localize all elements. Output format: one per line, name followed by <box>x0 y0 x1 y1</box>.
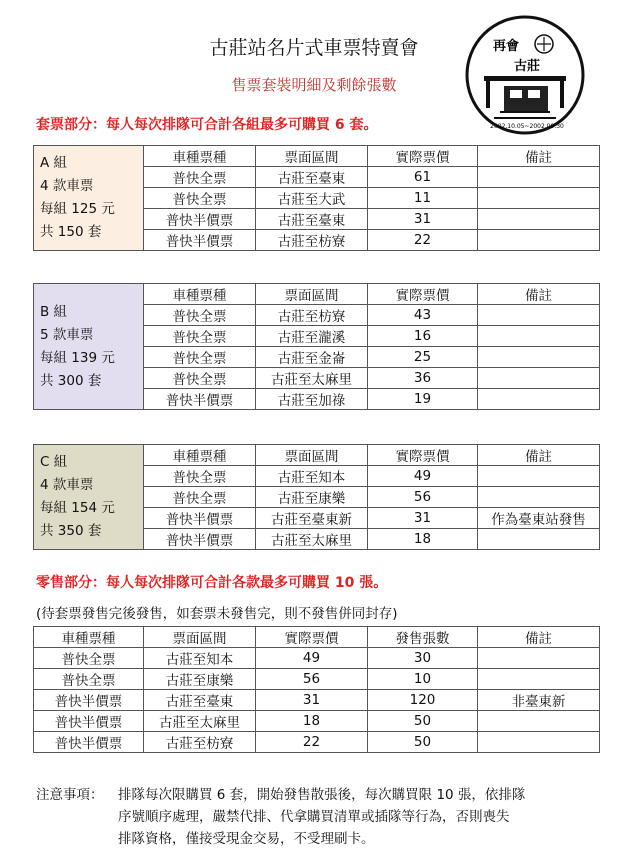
ticket-remark <box>478 466 600 487</box>
group-a-qty: 共 150 套 <box>40 224 102 240</box>
column-header: 車種票種 <box>144 445 256 466</box>
ticket-type: 普快全票 <box>144 188 256 209</box>
ticket-price: 36 <box>368 368 478 389</box>
ticket-remark <box>478 529 600 550</box>
table-row <box>34 732 600 753</box>
ticket-remark <box>478 230 600 251</box>
column-header: 票面區間 <box>256 284 368 305</box>
column-header: 票面區間 <box>256 445 368 466</box>
ticket-quantity: 50 <box>368 732 478 753</box>
group-b-price: 每組 139 元 <box>40 349 115 366</box>
footer-line: 序號順序處理，嚴禁代排、代拿購買清單或插隊等行為，否則喪失 <box>118 809 510 825</box>
ticket-price: 56 <box>368 487 478 508</box>
ticket-type: 普快半價票 <box>34 690 144 711</box>
ticket-quantity: 120 <box>368 690 478 711</box>
ticket-remark <box>478 209 600 230</box>
ticket-route: 古莊至太麻里 <box>144 711 256 732</box>
ticket-route: 古莊至知本 <box>256 466 368 487</box>
ticket-remark <box>478 487 600 508</box>
ticket-route: 古莊至枋寮 <box>256 305 368 326</box>
ticket-quantity: 30 <box>368 648 478 669</box>
ticket-quantity: 50 <box>368 711 478 732</box>
group-a-table <box>33 145 600 251</box>
column-header: 車種票種 <box>144 284 256 305</box>
ticket-route: 古莊至康樂 <box>256 487 368 508</box>
group-c-price: 每組 154 元 <box>40 500 115 516</box>
ticket-remark <box>478 347 600 368</box>
ticket-price: 18 <box>256 711 368 732</box>
group-a-name: A 組 <box>40 155 68 171</box>
ticket-type: 普快全票 <box>144 466 256 487</box>
ticket-price: 22 <box>256 732 368 753</box>
ticket-remark <box>478 711 600 732</box>
column-header: 備註 <box>478 284 600 305</box>
group-c-name: C 組 <box>40 454 68 470</box>
stamp-date-text: 2002.10.05~2002.09.30 <box>490 123 564 130</box>
ticket-type: 普快半價票 <box>34 732 144 753</box>
ticket-remark: 非臺東新 <box>478 690 600 711</box>
ticket-type: 普快全票 <box>34 669 144 690</box>
ticket-price: 18 <box>368 529 478 550</box>
ticket-route: 古莊至大武 <box>256 188 368 209</box>
ticket-price: 19 <box>368 389 478 410</box>
column-header: 票面區間 <box>256 146 368 167</box>
ticket-remark <box>478 389 600 410</box>
ticket-route: 古莊至知本 <box>144 648 256 669</box>
ticket-type: 普快半價票 <box>144 230 256 251</box>
ticket-remark <box>478 648 600 669</box>
ticket-route: 古莊至枋寮 <box>144 732 256 753</box>
ticket-price: 11 <box>368 188 478 209</box>
column-header: 發售張數 <box>368 627 478 648</box>
column-header: 備註 <box>478 445 600 466</box>
ticket-remark <box>478 188 600 209</box>
column-header: 實際票價 <box>368 284 478 305</box>
table-row <box>34 690 600 711</box>
ticket-remark <box>478 305 600 326</box>
group-a-info <box>34 146 144 251</box>
ticket-type: 普快半價票 <box>144 529 256 550</box>
set-section-heading: 套票部分：每人每次排隊可合計各組最多可購買 6 套。 <box>36 117 378 133</box>
ticket-remark <box>478 368 600 389</box>
ticket-route: 古莊至太麻里 <box>256 529 368 550</box>
group-a-price: 每組 125 元 <box>40 201 115 217</box>
column-header: 實際票價 <box>256 627 368 648</box>
group-c-info <box>34 445 144 550</box>
column-header: 實際票價 <box>368 445 478 466</box>
retail-note: (待套票發售完後發售，如套票未發售完，則不發售併同封存) <box>36 606 398 622</box>
footer-line: 排隊每次限購買 6 套，開始發售散張後，每次購買限 10 張，依排隊 <box>118 787 526 803</box>
ticket-type: 普快半價票 <box>144 508 256 529</box>
ticket-remark <box>478 326 600 347</box>
ticket-route: 古莊至金崙 <box>256 347 368 368</box>
column-header: 車種票種 <box>144 146 256 167</box>
ticket-price: 43 <box>368 305 478 326</box>
group-c-qty: 共 350 套 <box>40 523 102 539</box>
group-b-qty: 共 300 套 <box>40 372 102 389</box>
ticket-type: 普快全票 <box>144 368 256 389</box>
ticket-price: 22 <box>368 230 478 251</box>
ticket-price: 56 <box>256 669 368 690</box>
ticket-price: 25 <box>368 347 478 368</box>
retail-section-heading: 零售部分：每人每次排隊可合計各款最多可購買 10 張。 <box>36 575 388 591</box>
column-header: 票面區間 <box>144 627 256 648</box>
ticket-route: 古莊至枋寮 <box>256 230 368 251</box>
footer-notice <box>36 784 606 850</box>
group-a-count: 4 款車票 <box>40 178 94 194</box>
table-row <box>34 711 600 732</box>
group-b-name: B 組 <box>40 303 68 320</box>
ticket-price: 61 <box>368 167 478 188</box>
ticket-type: 普快全票 <box>144 326 256 347</box>
retail-table <box>33 626 600 753</box>
ticket-remark: 作為臺東站發售 <box>478 508 600 529</box>
column-header: 車種票種 <box>34 627 144 648</box>
ticket-price: 49 <box>368 466 478 487</box>
ticket-type: 普快全票 <box>144 347 256 368</box>
ticket-price: 31 <box>368 508 478 529</box>
group-c-count: 4 款車票 <box>40 477 94 493</box>
ticket-type: 普快半價票 <box>144 209 256 230</box>
ticket-remark <box>478 669 600 690</box>
ticket-type: 普快半價票 <box>34 711 144 732</box>
ticket-price: 31 <box>368 209 478 230</box>
footer-label: 注意事項： <box>36 787 104 803</box>
group-b-table <box>33 283 600 410</box>
column-header: 備註 <box>478 627 600 648</box>
stamp-bottom-text: 古莊 <box>513 59 541 74</box>
ticket-route: 古莊至太麻里 <box>256 368 368 389</box>
table-row <box>34 669 600 690</box>
ticket-route: 古莊至加祿 <box>256 389 368 410</box>
ticket-route: 古莊至臺東 <box>144 690 256 711</box>
ticket-type: 普快全票 <box>144 305 256 326</box>
ticket-price: 16 <box>368 326 478 347</box>
stamp-top-text: 再會 <box>492 39 520 54</box>
footer-line: 排隊資格，僅接受現金交易，不受理刷卡。 <box>118 831 375 847</box>
ticket-type: 普快全票 <box>34 648 144 669</box>
ticket-price: 49 <box>256 648 368 669</box>
ticket-type: 普快半價票 <box>144 389 256 410</box>
page-title: 古莊站名片式車票特賣會 <box>209 37 419 59</box>
group-b-count: 5 款車票 <box>40 326 94 343</box>
page-subtitle: 售票套裝明細及剩餘張數 <box>231 76 397 94</box>
ticket-type: 普快全票 <box>144 167 256 188</box>
column-header: 備註 <box>478 146 600 167</box>
ticket-price: 31 <box>256 690 368 711</box>
ticket-type: 普快全票 <box>144 487 256 508</box>
table-row <box>34 648 600 669</box>
group-c-table <box>33 444 600 550</box>
column-header: 實際票價 <box>368 146 478 167</box>
ticket-remark <box>478 167 600 188</box>
ticket-route: 古莊至臺東 <box>256 209 368 230</box>
ticket-route: 古莊至康樂 <box>144 669 256 690</box>
ticket-route: 古莊至臺東新 <box>256 508 368 529</box>
station-stamp <box>464 14 586 136</box>
ticket-route: 古莊至瀧溪 <box>256 326 368 347</box>
ticket-remark <box>478 732 600 753</box>
ticket-route: 古莊至臺東 <box>256 167 368 188</box>
group-b-info <box>34 284 144 410</box>
ticket-quantity: 10 <box>368 669 478 690</box>
